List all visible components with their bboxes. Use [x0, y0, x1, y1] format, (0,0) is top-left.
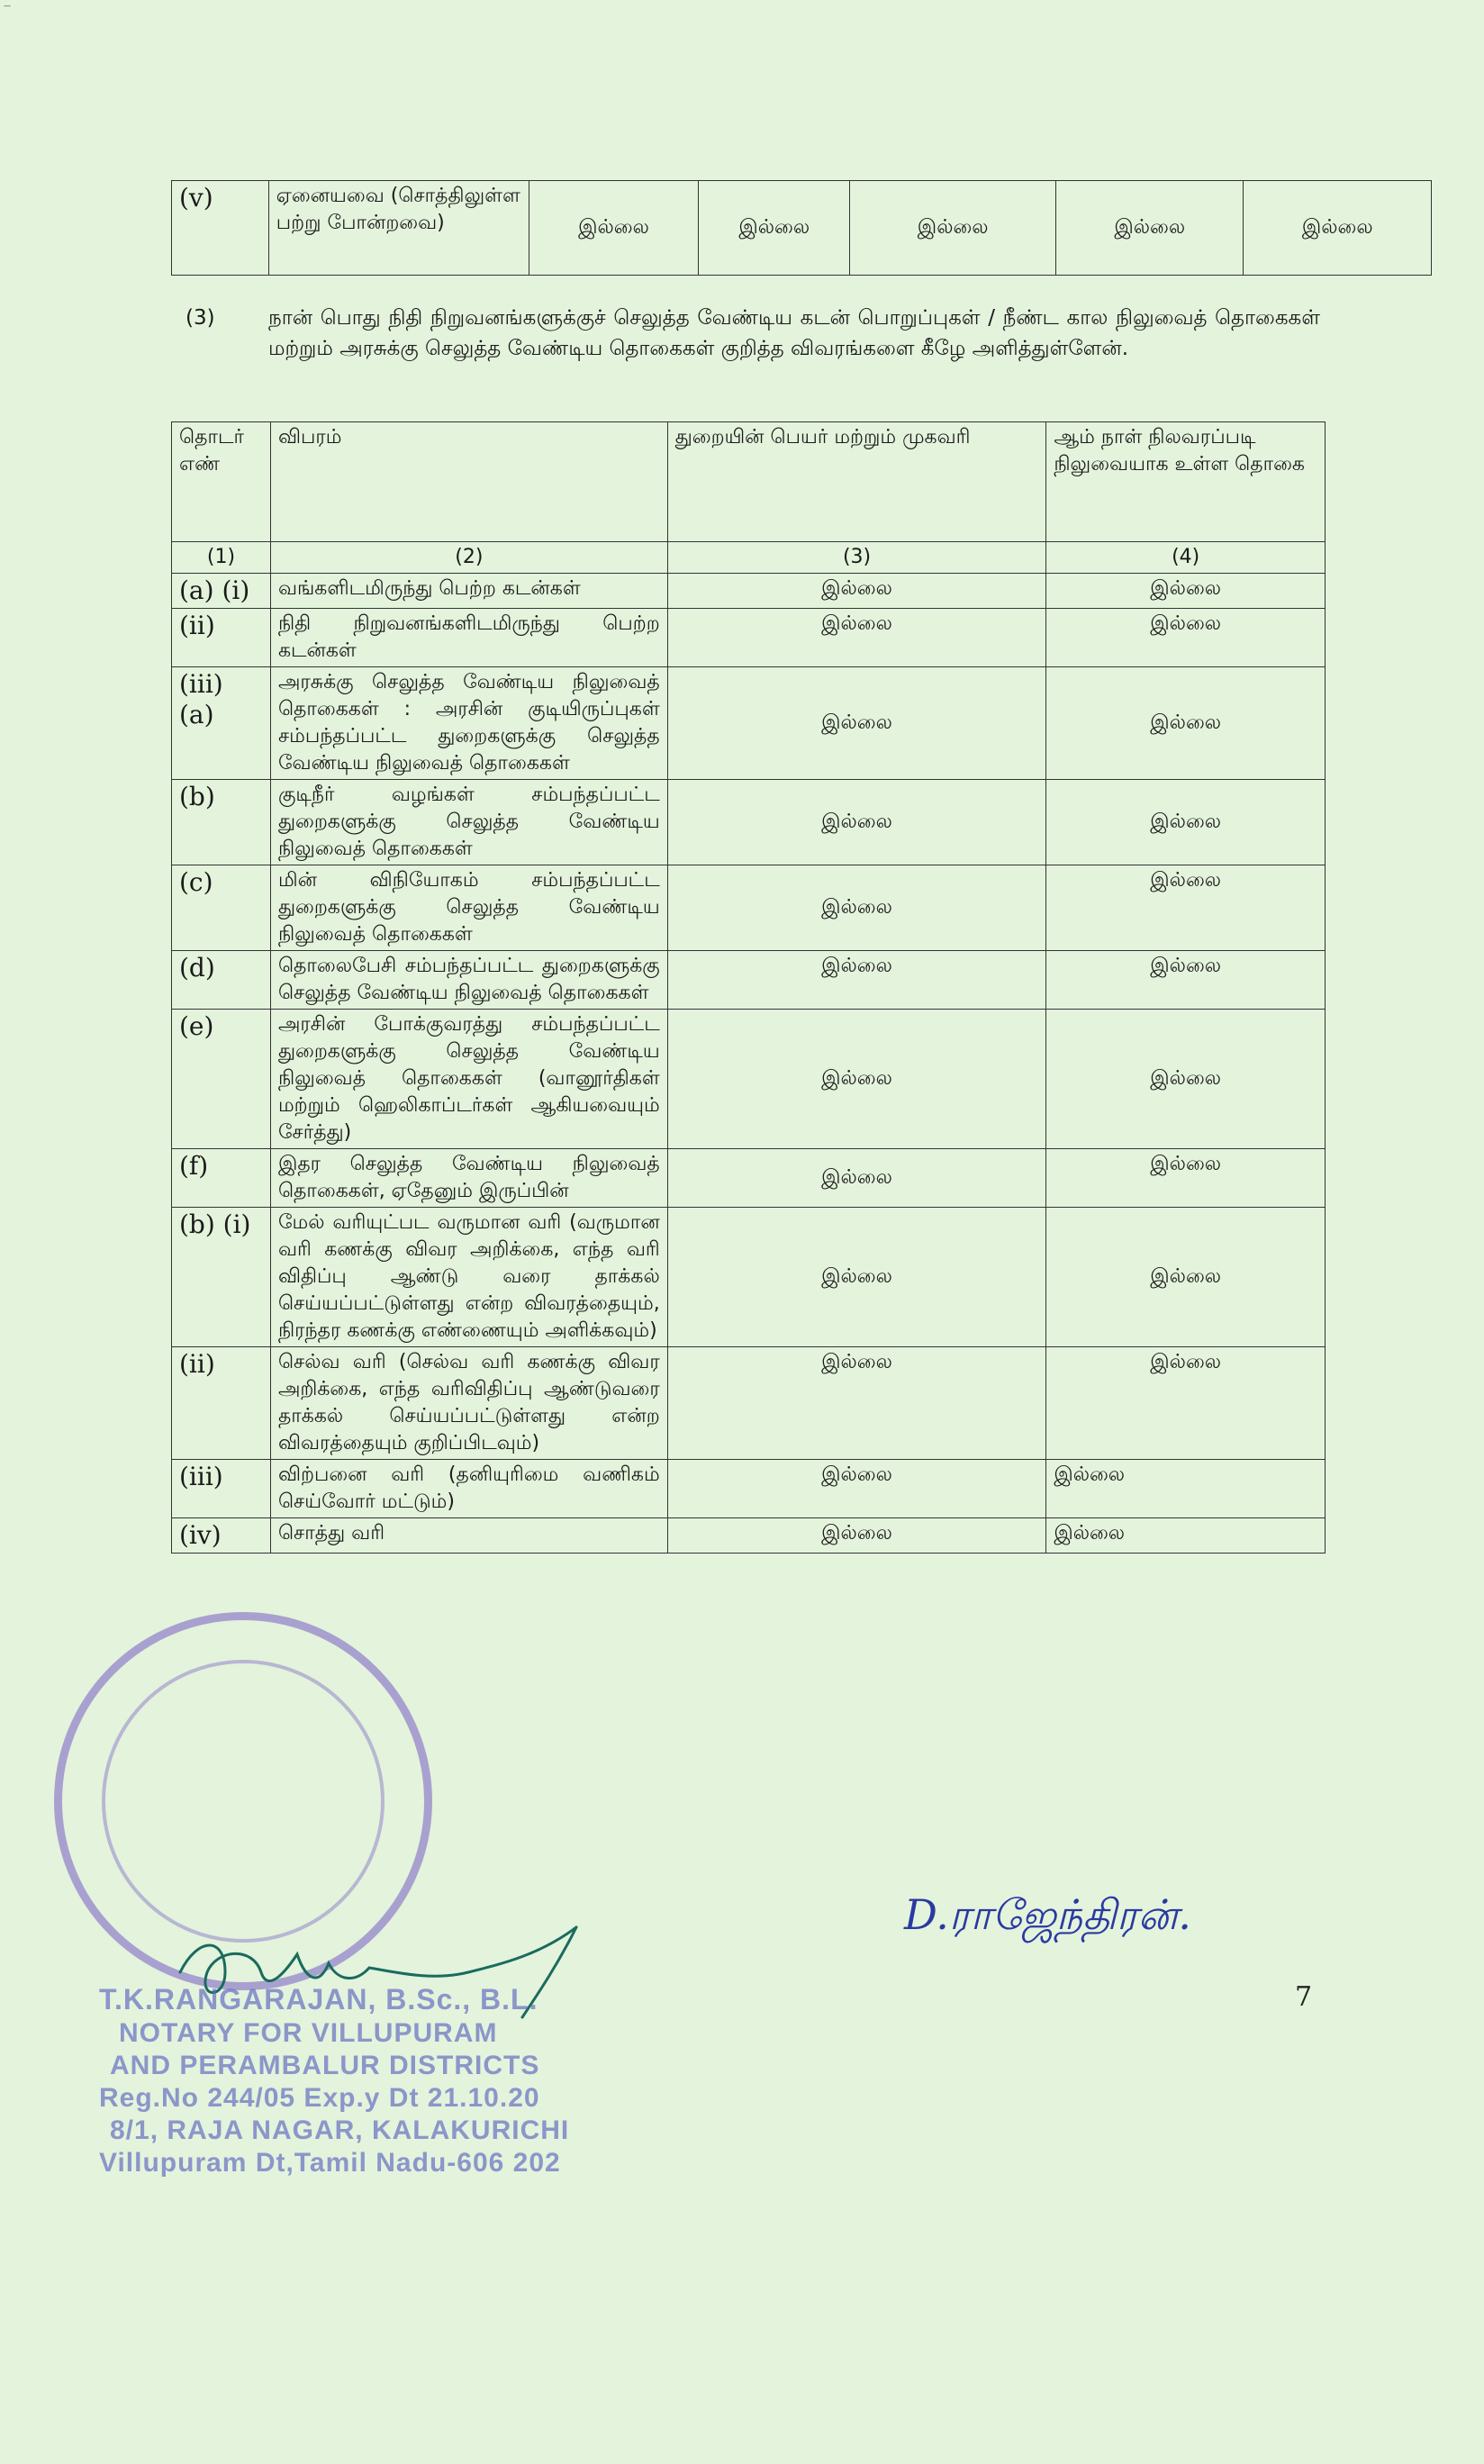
- row-amount: இல்லை: [1046, 1518, 1326, 1554]
- candidate-signature-text: D.ராஜேந்திரன்.: [904, 1890, 1191, 1939]
- candidate-signature: [900, 1873, 1297, 1954]
- stamp-inner-ring: [102, 1660, 385, 1943]
- col-number-4: (4): [1046, 542, 1326, 574]
- row-detail: மின் விநியோகம் சம்பந்தப்பட்ட துறைகளுக்கு செலுத்த வேண்டிய நிலுவைத் தொகைகள்: [270, 865, 667, 951]
- row-detail: அரசுக்கு செலுத்த வேண்டிய நிலுவைத் தொகைகள் : அரசின் குடியிருப்புகள் சம்பந்தப்பட்ட துறைகளுக்கு செலுத்த வேண்டிய நிலுவைத் தொகைகள்: [270, 667, 667, 780]
- row-department: இல்லை: [667, 780, 1046, 865]
- row-detail: அரசின் போக்குவரத்து சம்பந்தப்பட்ட துறைகளுக்கு செலுத்த வேண்டிய நிலுவைத் தொகைகள் (வானூர்திகள் மற்றும் ஹெலிகாப்டர்கள் ஆகியவையும் சேர்த்து): [270, 1010, 667, 1149]
- row-amount: இல்லை: [1046, 1347, 1326, 1460]
- seal-line-state: Villupuram Dt,Tamil Nadu-606 202: [99, 2148, 561, 2178]
- liabilities-table: [171, 421, 1326, 1554]
- notary-seal: [99, 1981, 657, 2179]
- col-number-3: (3): [667, 542, 1046, 574]
- row-serial: (d): [172, 951, 271, 1010]
- row-amount: இல்லை: [1046, 865, 1326, 951]
- table-row: [172, 780, 1326, 865]
- row-detail: நிதி நிறுவனங்களிடமிருந்து பெற்ற கடன்கள்: [270, 609, 667, 667]
- row-serial: (iii): [172, 1460, 271, 1518]
- row-detail: செல்வ வரி (செல்வ வரி கணக்கு விவர அறிக்கை, எந்த வரிவிதிப்பு ஆண்டுவரை தாக்கல் செய்யப்பட்டுள்ளது என்ற விவரத்தையும் குறிப்பிடவும்): [270, 1347, 667, 1460]
- row-value-1: இல்லை: [529, 181, 698, 276]
- row-serial: (a) (i): [172, 574, 271, 609]
- header-detail: விபரம்: [270, 422, 667, 542]
- row-value-5: இல்லை: [1244, 181, 1432, 276]
- table-row: [172, 1010, 1326, 1149]
- page-number: 7: [1295, 1981, 1313, 2013]
- table-row: [172, 1208, 1326, 1347]
- row-department: இல்லை: [667, 1149, 1046, 1208]
- seal-line-name: T.K.RANGARAJAN, B.Sc., B.L.: [99, 1983, 538, 2016]
- row-amount: இல்லை: [1046, 780, 1326, 865]
- row-serial: (c): [172, 865, 271, 951]
- row-serial: (f): [172, 1149, 271, 1208]
- paragraph-number: (3): [186, 306, 215, 330]
- row-department: இல்லை: [667, 1010, 1046, 1149]
- row-department: இல்லை: [667, 1460, 1046, 1518]
- row-amount: இல்லை: [1046, 1149, 1326, 1208]
- row-detail: மேல் வரியுட்பட வருமான வரி (வருமான வரி கணக்கு விவர அறிக்கை, எந்த வரி விதிப்பு ஆண்டு வரை தாக்கல் செய்யப்பட்டுள்ளது என்ற விவரத்தையும், நிரந்தர கணக்கு எண்ணையும் அளிக்கவும்): [270, 1208, 667, 1347]
- header-amount: ஆம் நாள் நிலவரப்படி நிலுவையாக உள்ள தொகை: [1046, 422, 1326, 542]
- row-amount: இல்லை: [1046, 609, 1326, 667]
- row-serial: (b) (i): [172, 1208, 271, 1347]
- table-row: [172, 1149, 1326, 1208]
- table-row: [172, 951, 1326, 1010]
- assets-table-continuation: [171, 180, 1432, 276]
- row-detail: குடிநீர் வழங்கள் சம்பந்தப்பட்ட துறைகளுக்கு செலுத்த வேண்டிய நிலுவைத் தொகைகள்: [270, 780, 667, 865]
- row-description: ஏனையவை (சொத்திலுள்ள பற்று போன்றவை): [268, 181, 529, 276]
- row-amount: இல்லை: [1046, 1208, 1326, 1347]
- header-row: [172, 422, 1326, 542]
- table-row: [172, 865, 1326, 951]
- row-serial: (ii): [172, 1347, 271, 1460]
- row-serial: (ii): [172, 609, 271, 667]
- notary-round-stamp: [54, 1612, 432, 1990]
- row-department: இல்லை: [667, 667, 1046, 780]
- row-serial: (b): [172, 780, 271, 865]
- row-department: இல்லை: [667, 951, 1046, 1010]
- col-number-1: (1): [172, 542, 271, 574]
- table-row: [172, 574, 1326, 609]
- row-serial: (e): [172, 1010, 271, 1149]
- paragraph-text: நான் பொது நிதி நிறுவனங்களுக்குச் செலுத்த வேண்டிய கடன் பொறுப்புகள் / நீண்ட கால நிலுவைத் தொகைகள் மற்றும் அரசுக்கு செலுத்த வேண்டிய தொகைகள் குறித்த விவரங்களை கீழே அளித்துள்ளேன்.: [268, 306, 1320, 360]
- row-department: இல்லை: [667, 1347, 1046, 1460]
- table-row: [172, 667, 1326, 780]
- seal-line-registration: Reg.No 244/05 Exp.y Dt 21.10.20: [99, 2083, 540, 2113]
- seal-line-title: NOTARY FOR VILLUPURAM: [119, 2018, 498, 2048]
- row-amount: இல்லை: [1046, 951, 1326, 1010]
- row-detail: சொத்து வரி: [270, 1518, 667, 1554]
- table-row: [172, 1347, 1326, 1460]
- row-detail: வங்களிடமிருந்து பெற்ற கடன்கள்: [270, 574, 667, 609]
- scan-header-mark: —: [4, 2, 11, 10]
- row-detail: தொலைபேசி சம்பந்தப்பட்ட துறைகளுக்கு செலுத்த வேண்டிய நிலுவைத் தொகைகள்: [270, 951, 667, 1010]
- column-number-row: [172, 542, 1326, 574]
- header-department: துறையின் பெயர் மற்றும் முகவரி: [667, 422, 1046, 542]
- table-row: [172, 1460, 1326, 1518]
- row-value-2: இல்லை: [699, 181, 850, 276]
- row-detail: இதர செலுத்த வேண்டிய நிலுவைத் தொகைகள், ஏதேனும் இருப்பின்: [270, 1149, 667, 1208]
- row-detail: விற்பனை வரி (தனியுரிமை வணிகம் செய்வோர் மட்டும்): [270, 1460, 667, 1518]
- table-row: [172, 1518, 1326, 1554]
- row-department: இல்லை: [667, 865, 1046, 951]
- row-amount: இல்லை: [1046, 1010, 1326, 1149]
- row-amount: இல்லை: [1046, 667, 1326, 780]
- row-serial: (iv): [172, 1518, 271, 1554]
- row-amount: இல்லை: [1046, 1460, 1326, 1518]
- row-department: இல்லை: [667, 609, 1046, 667]
- row-numeral: (v): [172, 181, 269, 276]
- seal-line-districts: AND PERAMBALUR DISTRICTS: [110, 2051, 540, 2080]
- row-amount: இல்லை: [1046, 574, 1326, 609]
- row-value-3: இல்லை: [850, 181, 1056, 276]
- header-serial: தொடர் எண்: [172, 422, 271, 542]
- row-department: இல்லை: [667, 574, 1046, 609]
- row-value-4: இல்லை: [1055, 181, 1243, 276]
- col-number-2: (2): [270, 542, 667, 574]
- row-department: இல்லை: [667, 1518, 1046, 1554]
- seal-line-address: 8/1, RAJA NAGAR, KALAKURICHI: [110, 2115, 570, 2145]
- table-row: [172, 609, 1326, 667]
- row-serial: (iii) (a): [172, 667, 271, 780]
- row-department: இல்லை: [667, 1208, 1046, 1347]
- table-row: [172, 181, 1432, 276]
